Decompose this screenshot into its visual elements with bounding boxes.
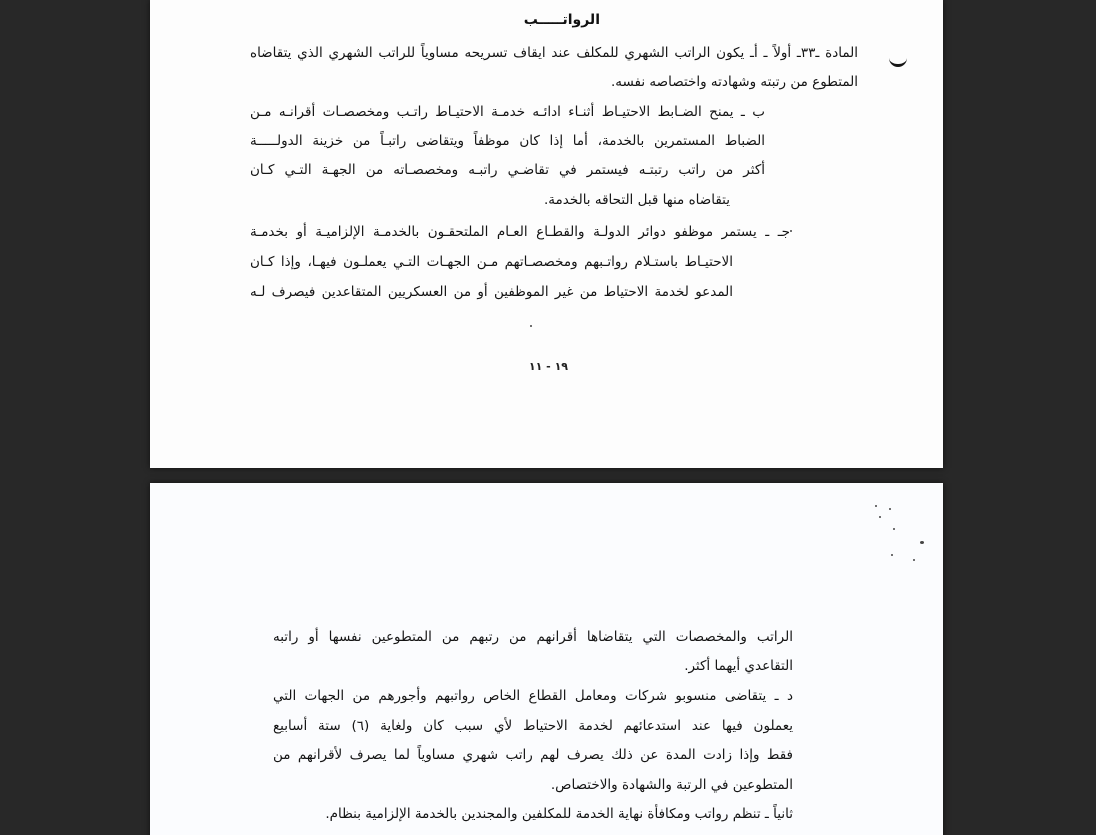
text-line: يتقاضاه منها قبل التحاقه بالخدمة.: [544, 192, 730, 208]
text-line: جـ ـ يستمر موظفو دوائر الدولـة والقطـاع العـام الملتحقـون بالخدمـة الإلزاميـة أو بخدمـة: [250, 224, 790, 240]
scan-speck: [893, 528, 895, 530]
scan-speck: [889, 508, 891, 510]
text-line: ثانياً ـ تنظم رواتب ومكافأة نهاية الخدمة للمكلفين والمجندين بالخدمة الإلزامية بنظام.: [325, 806, 793, 822]
text-line: الاحتيـاط باستـلام رواتـبهم ومخصصـاتهم مـن الجهـات التـي يعملـون فيهـا، وإذا كـان: [250, 254, 733, 270]
text-line: الراتب والمخصصات التي يتقاضاها أقرانهم من رتبهم من المتطوعين نفسها أو راتبه: [273, 629, 793, 645]
text-line: الضباط المستمرين بالخدمة، أما إذا كان موظفاً ويتقاضى راتبـاً من خزينة الدولـــــة: [250, 133, 765, 149]
text-line: أكثر من راتب رتبتـه فيستمر في تقاضـي راتبـه ومخصصـاته من الجهـة التـي كـان: [250, 162, 765, 178]
text-line: ب ـ يمنح الضـابط الاحتيـاط أثنـاء ادائـه خدمـة الاحتيـاط راتـب ومخصصـات أقرانـه مـن: [250, 104, 765, 120]
text-line: المتطوع من رتبته وشهادته واختصاصه نفسه.: [610, 74, 858, 90]
document-page-2: [150, 483, 943, 835]
scan-speck: [891, 554, 893, 556]
scan-speck: [920, 541, 924, 544]
text-line: يعملون فيها عند استدعائهم لخدمة الاحتياط لأي سبب كان ولغاية (٦) ستة أسابيع: [273, 718, 793, 734]
scan-speck: [875, 505, 877, 507]
section-title: الرواتـــــب: [523, 12, 600, 28]
scan-speck: [790, 230, 792, 232]
page-number: ١٩ - ١١: [528, 360, 568, 373]
text-line: المادة ـ٣٣ـ أولاً ـ أـ يكون الراتب الشهري للمكلف عند ايقاف تسريحه مساوياً للراتب الشهري الذي يتقاضاه: [250, 45, 858, 61]
scan-speck: [879, 516, 881, 518]
text-line: فقط وإذا زادت المدة عن ذلك يصرف لهم راتب شهري مساوياً لما يصرف لأقرانهم من: [273, 747, 793, 763]
document-page-1: [150, 0, 943, 468]
text-line: د ـ يتقاضى منسوبو شركات ومعامل القطاع الخاص رواتبهم وأجورهم من الجهات التي: [273, 688, 793, 704]
scan-speck: [913, 559, 915, 561]
text-line: التقاعدي أيهما أكثر.: [684, 658, 793, 674]
text-line: المدعو لخدمة الاحتياط من غير الموظفين أو من العسكريين المتقاعدين فيصرف لـه: [250, 284, 733, 300]
scan-speck: [530, 325, 532, 327]
handwritten-mark: [889, 52, 907, 67]
text-line: المتطوعين في الرتبة والشهادة والاختصاص.: [550, 777, 793, 793]
